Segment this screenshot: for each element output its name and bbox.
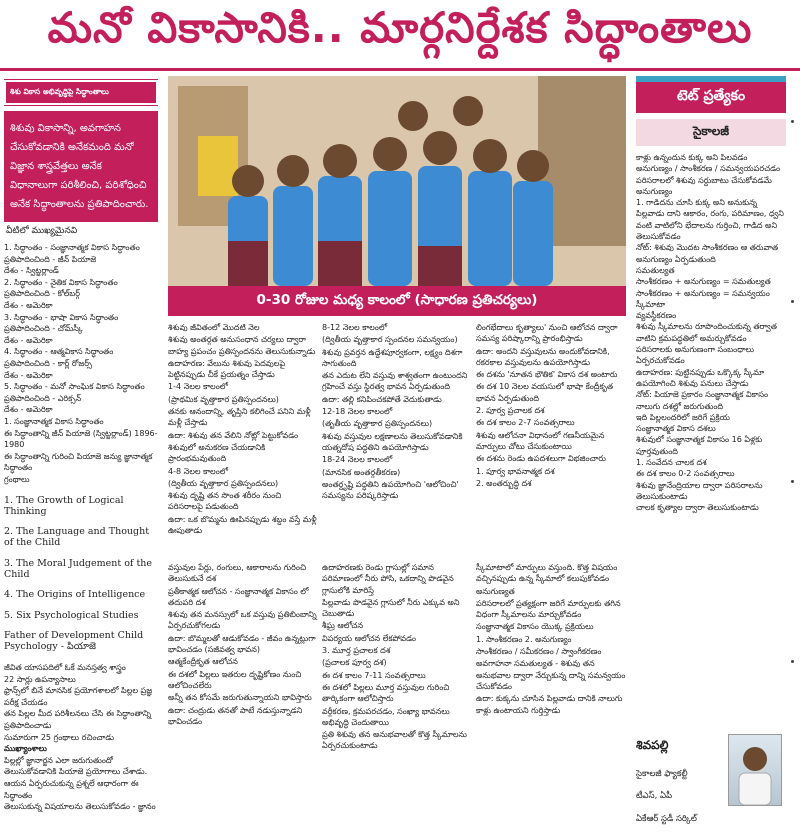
paragraph: (ప్రచాలక పూర్వ దశ): [322, 658, 387, 668]
paragraph: ఈ దశలో పిల్లలు ఇతరుల దృష్టికోణం నుంచి ఆలోచించలేరు: [168, 669, 302, 690]
paragraph: కాళ్లు ఉన్నందున కుక్క అని పిలవడం: [636, 153, 748, 162]
paragraph: 2. పూర్వ ప్రచాలక దశ: [476, 406, 545, 416]
paragraph: అంతర్దృష్టి పద్ధతిని ఉపయోగించి 'ఆలోచించి' సమస్యను పరిష్కరిస్తాడు: [322, 479, 459, 501]
theory-line: 3. సిద్ధాంతం - భాషా వికాస సిద్ధాంతం: [4, 312, 119, 322]
paragraph: శిశువు దృష్టి తన సొంత శరీరం నుంచి పరిసరాలపై పడుతుంది: [168, 491, 282, 512]
paragraph: అనుగుణ్యం / సాంశీకరణ / సమన్వయపరచడం: [636, 164, 781, 174]
subject-label: సైకాలజీ: [636, 119, 786, 146]
children-photo-illustration: [168, 76, 626, 316]
paragraph: శీఘ్ర ఆలోచన: [322, 621, 363, 631]
paragraph: ఉదా: శిశువు తన వేలిని నోట్లో పెట్టుకోవడం: [168, 430, 299, 440]
book-title: Father of Development Child Psychology - పియాజె: [4, 630, 144, 653]
note-line: 22 సార్లు ఉపన్యాసాలు: [4, 674, 76, 684]
text-column-2: [322, 322, 472, 562]
paragraph: ఉదా: చంద్రుడు తనతో పాటే నడుస్తున్నాడని భావించడం: [168, 705, 303, 726]
note-line: తన పిల్లల మీద పరిశీలనలు చేసి ఈ సిద్ధాంతాన్ని ప్రతిపాదించాడు: [4, 709, 152, 730]
paragraph: శిశువు ఆలోచనా విధానంలో గణనీయమైన మార్పులు చోటు చేసుకుంటాయి: [476, 430, 605, 451]
paragraph: ఉదా: ఒక బొమ్మను ఊపినప్పుడు శబ్దం వస్తే మళ్లీ ఊపుతాడు: [168, 514, 317, 536]
tet-special-banner: టెట్ ప్రత్యేకం: [636, 76, 786, 113]
theory-line: ఈ సిద్ధాంతాన్ని గురించి పియాజె జన్యు జ్ఞానాత్మక సిద్ధాంతం: [4, 451, 153, 473]
theory-list: [4, 242, 158, 485]
photo-caption: 0-30 రోజుల మధ్య కాలంలో (సాధారణ ప్రతిచర్యలు): [168, 286, 626, 316]
text-column-6: [476, 562, 626, 812]
paragraph: శిశువులో సంజ్ఞానాత్మక వికాసం 16 ఏళ్లకు పూర్తవుతుంది: [636, 435, 763, 456]
paragraph: నోట్: శిశువు మొదట సాంశీకరణం ఆ తరువాత అనుగుణ్యం ఏర్పడుతుంది: [636, 243, 779, 264]
paragraph: ఈ దశను 'నూతన భౌతిక' వికాస దశ అంటారు: [476, 370, 618, 380]
paragraph: ఉదాహరణ: పుట్టినప్పుడు ఒక్కొక్క స్కీమా ఉపయోగించి శిశువు పనులు చేస్తాడు: [636, 367, 765, 388]
paragraph: ఈ దశ కాలం 2-7 సంవత్సరాలు: [476, 418, 575, 428]
paragraph: శిశువు ప్రవర్తన ఉద్దేశపూర్వకంగా, లక్ష్యం దిశగా సాగుతుంది: [322, 347, 463, 368]
children-photo: [168, 76, 626, 316]
key-points-list: [4, 755, 158, 812]
paragraph: సంజ్ఞానాత్మక వికాసం యొక్క ప్రక్రియలు: [476, 622, 594, 632]
paragraph: శిశువు తన మనస్సులో ఒక వస్తువు ప్రతిబింబాన్ని ఏర్పరచుకోగలడు: [168, 610, 317, 631]
note-line: సుమారుగా 25 గ్రంథాలు రచించాడు: [4, 732, 115, 742]
paragraph: (ప్రాథమిక వృత్తాకార ప్రతిస్పందనలు): [168, 394, 279, 404]
paragraph: ఉదాహరణకు రెండు గ్లాసుల్లో సమాన పరిమాణంలో నీరు పోసి, ఒకదాన్ని పొడవైన గ్లాసులోకి మారిస్తే: [322, 563, 454, 595]
paragraph: సంజ్ఞానాత్మక వికాస దశలు: [636, 424, 716, 434]
notes-list: [4, 662, 158, 743]
paragraph: ప్రతీకాత్మక ఆలోచన - సంజ్ఞానాత్మక వికాసం లో తదుపరి దశ: [168, 586, 309, 607]
paragraph: శిశువు వస్తువుల లక్షణాలను తెలుసుకోవడానికి యత్నదోష పద్ధతిని ఉపయోగిస్తాడు: [322, 431, 463, 452]
intro-box: శిశువు వికాసాన్ని, అవగాహన చేసుకోవడానికి అనేకమంది మనో విజ్ఞాన శాస్త్రవేత్తలు అనేక విధానాలుగా పరిశీలించి, పరిశోధించి అనేక సిద్ధాంతాలను ప్రతిపాదించారు.: [4, 111, 158, 222]
paragraph: తన ఎదుట లేని వస్తువు శాశ్వతంగా ఉంటుందని గ్రహించే వస్తు స్థిరత్వ భావన ఏర్పడుతుంది: [322, 371, 468, 392]
paragraph: పరిసరాలలో ప్రత్యక్షంగా జరిగే మార్పులకు తగిన విధంగా స్కీమాలను మార్చుకోవడం: [476, 598, 621, 620]
paragraph: శిశువులో అనుకరణ చేయడానికి ప్రారంభమవుతుంది: [168, 442, 266, 464]
text-column-5: [322, 562, 472, 812]
theory-line: 1. సంజ్ఞానాత్మక వికాస సిద్ధాంతం: [4, 416, 104, 426]
book-title: 2. The Language and Thought of the Child: [4, 526, 150, 549]
paragraph: అన్నీ తన కోసమే జరుగుతున్నాయని భావిస్తారు: [168, 693, 312, 703]
paragraph: ఇది పిల్లలందరిలో జరిగే ప్రక్రియ: [636, 412, 730, 422]
paragraph: 8-12 నెలల కాలంలో: [322, 323, 388, 332]
paragraph: 2. అంతర్బుద్ధి దశ: [476, 478, 532, 488]
paragraph: ఈ దశలో పిల్లలు మూర్త వస్తువుల గురించి తార్కికంగా ఆలోచిస్తారు: [322, 682, 450, 704]
margin-bullet: [791, 480, 794, 483]
paragraph: ఈ దశ కాలం 7-11 సంవత్సరాలు: [322, 670, 426, 680]
paragraph: ఈ దశ కాలం 0-2 సంవత్సరాలు: [636, 469, 735, 479]
paragraph: వస్తువుల పేర్లు, రంగులు, ఆకారాలను గురించి తెలుసుకునే దశ: [168, 563, 307, 584]
paragraph: విపర్యయ ఆలోచన లేకపోవడం: [322, 633, 416, 643]
paragraph: పరిసరాలలో శిశువు సర్దుబాటు చేసుకోవడమే అనుగుణ్యం: [636, 175, 772, 196]
book-title: 1. The Growth of Logical Thinking: [4, 494, 124, 517]
paragraph: ఉదా: తల్లి కనిపించకపోతే వెదుకుతాడు: [322, 394, 442, 404]
theory-line: దేశం - స్విట్జర్లాండ్: [4, 266, 59, 276]
paragraph: (ద్వితీయ వృత్తాకార ప్రతిస్పందనలు): [168, 478, 279, 488]
theory-line: ప్రతిపాదించింది - కార్ల్ రోజర్స్: [4, 358, 93, 368]
author-detail: ఏకేఆర్ స్టడీ సర్కిల్: [636, 813, 697, 824]
paragraph: ప్రతి శిశువు తన అనుభవాలతో కొత్త స్కీమాలను ఏర్పరచుకుంటాడు: [322, 730, 467, 751]
book-title: 4. The Origins of Intelligence: [4, 589, 146, 601]
paragraph: ఈ దశ 10 నెలల వయసులో భాషా కేంద్రీకృత భావన ఏర్పడుతుంది: [476, 382, 614, 403]
paragraph: స్కీమాటా: [636, 299, 666, 309]
paragraph: 18-24 నెలల కాలంలో: [322, 455, 393, 465]
margin-bullet: [791, 300, 794, 303]
paragraph: చాలక కృత్యాల ద్వారా తెలుసుకుంటాడు: [636, 503, 759, 513]
paragraph: నోట్: పియాజె ప్రకారం సంజ్ఞానాత్మక వికాసం నాలుగు దశల్లో జరుగుతుంది: [636, 390, 769, 411]
theory-line: గ్రంథాలు: [4, 474, 30, 484]
margin-bullet: [791, 660, 794, 663]
paragraph: (మానసిక అంతర్గతీకరణ): [322, 467, 401, 477]
paragraph: 1. గాడిదను చూసి కుక్క అని అనుకున్న పిల్లవాడు దాని ఆకారం, రంగు, పరిమాణం, ధ్వని వంటి వాటిలోని భేదాలను గుర్తించి, గాడిద అని తెలుసుకోవడం: [636, 198, 784, 242]
text-column-4: [168, 562, 318, 812]
book-title: 5. Six Psychological Studies: [4, 609, 139, 621]
paragraph: ఈ దశను రెండు ఉపదశలుగా విభజించారు: [476, 454, 606, 464]
right-text: [636, 152, 786, 712]
paragraph: శిశువు అంతర్గత అనుసంధాన చర్యలు ద్వారా బాహ్య ప్రపంచం ప్రతిస్పందనను తెలుసుకున్నాడు: [168, 335, 316, 356]
paragraph: సమతుల్యత: [636, 265, 675, 275]
paragraph: శిశువు స్కీమాలను రూపొందించుకున్న తర్వాత వాటిని క్రమపద్ధతిలో అమర్చుకోవడం: [636, 322, 777, 343]
theory-line: 4. సిద్ధాంతం - ఆత్మవికాస సిద్ధాంతం: [4, 347, 114, 357]
author-name: శివపల్లి: [636, 738, 669, 752]
theory-line: ప్రతిపాదించింది - చోమ్‌స్కీ: [4, 324, 83, 334]
author-detail: టీఎస్, ఏపీ: [636, 791, 673, 801]
paragraph: 12-18 నెలల కాలంలో: [322, 407, 393, 417]
author-box: [636, 730, 786, 824]
paragraph: అనుగుణ్యత: [476, 586, 515, 596]
note-line: జీవిత యాసపదిలో ఓకే మనస్తత్వ శాస్త్రం: [4, 662, 126, 672]
paragraph: వర్గీకరణ, క్రమపరచడం, సంఖ్యా భావనలు అభివృద్ధి చెందుతాయి: [322, 706, 450, 727]
theory-line: 2. సిద్ధాంతం - నైతిక వికాస సిద్ధాంతం: [4, 277, 118, 287]
paragraph: స్కీమాటాలో మార్పులు వస్తుంది. కొత్త విషయం వచ్చినప్పుడు ఉన్న స్కీమాలో కలుపుకోవడం: [476, 563, 618, 584]
paragraph: తనకు ఆనందాన్ని, తృప్తిని కలిగించే పనిని మళ్లీ మళ్లీ చేస్తాడు: [168, 407, 311, 428]
key-point: తెలుసుకున్న విషయాలను తెలుసుకోవడం - జ్ఞానం: [4, 802, 156, 812]
paragraph: సాంశీకరణం + అనుగుణ్యం = సమతుల్యత: [636, 277, 771, 287]
paragraph: సాంశీకరణం + అనుగుణ్యం = సమన్వయం: [636, 288, 770, 298]
theory-line: 5. సిద్ధాంతం - మనో సాంఘిక వికాస సిద్ధాంతం: [4, 382, 145, 392]
paragraph: ఉదాహరణ: వేలును శిశువు పెదవులపై పెట్టినప్పుడు చీకే ప్రయత్నం చేస్తాడు: [168, 358, 286, 380]
theory-line: దేశం - అమెరికా: [4, 335, 53, 345]
paragraph: ఉదా: అందని వస్తువులను అందుకోవడానికి, రకరకాల వస్తువులను ఉపయోగిస్తాడు: [476, 346, 610, 367]
paragraph: (ద్వితీయ వృత్తాకార స్పందనల సమన్వయం): [322, 335, 458, 345]
paragraph: శిశువు జీవితంలో మొదటి నెల: [168, 323, 260, 332]
key-point: పిల్లల్లో జ్ఞానార్జన ఎలా జరుగుతుందో తెలుసుకోవడానికి పియాజె ప్రయోగాలు చేశాడు. ఆయన ఏర్పరుచుకున్న ప్రశ్నలే ఆధారంగా ఈ సిద్ధాంతం: [4, 755, 148, 800]
paragraph: పిల్లవాడు పొడవైన గ్లాసులో నీరు ఎక్కువ అని చెబుతాడు: [322, 597, 460, 619]
paragraph: పరిసరాలకు అనుగుణంగా సంబంధాలు ఏర్పరచుకోవడం: [636, 345, 754, 366]
paragraph: ఉదా: కుక్కను చూసిన పిల్లవాడు దానికి నాలుగు కాళ్లు ఉంటాయని గుర్తిస్తాడు: [476, 694, 623, 715]
paragraph: సాంశీకరణం / సమీకరణం / స్వాంగీకరణం: [476, 647, 602, 657]
author-detail: సైకాలజీ ఫ్యాకల్టీ: [636, 768, 688, 779]
paragraph: 3. మూర్త ప్రచాలక దశ: [322, 646, 391, 656]
title-divider: [0, 68, 800, 71]
paragraph: శిశువు జ్ఞానేంద్రియాల ద్వారా పరిసరాలను తెలుసుకుంటాడు: [636, 480, 763, 501]
book-list: [4, 495, 158, 653]
paragraph: వ్యవస్థీకరణం: [636, 311, 677, 321]
author-photo: [728, 734, 782, 806]
key-points-heading: ముఖ్యాంశాలు: [4, 744, 47, 754]
paragraph: 1. సంవేదన చాలక దశ: [636, 458, 707, 468]
text-column-3: [476, 322, 626, 562]
theory-line: దేశం - అమెరికా: [4, 370, 53, 380]
paragraph: లింగభేదాలు కృత్యాలు' నుంచి ఆలోచన ద్వారా సమస్య పరిష్కారాన్ని ప్రారంభిస్తాడు: [476, 323, 618, 344]
paragraph: 4-8 నెలల కాలంలో: [168, 466, 229, 476]
theory-line: దేశం - అమెరికా: [4, 405, 53, 415]
margin-bullet: [791, 120, 794, 123]
paragraph: ఆత్మకేంద్రీకృత ఆలోచన: [168, 657, 238, 667]
page-title: మనో వికాసానికి.. మార్గనిర్దేశక సిద్ధాంతాలు: [47, 3, 753, 52]
paragraph: ఉదా: బొమ్మలతో ఆడుకోవడం - జీవం ఉన్నట్లుగా భావించడం (సజీవత్వ భావన): [168, 633, 316, 655]
theory-line: ప్రతిపాదించింది - ఎరిక్సన్: [4, 393, 82, 403]
author-details: [636, 758, 697, 834]
intro-tail: వీటిలో ముఖ్యమైనవి: [6, 226, 78, 236]
theory-line: ప్రతిపాదించింది - జీన్ పియాజె: [4, 254, 97, 264]
book-title: 3. The Moral Judgement of the Child: [4, 557, 153, 580]
section-label: శిశు వికాస అభివృద్ధిపై సిద్ధాంతాలు: [4, 80, 158, 105]
theory-line: ప్రతిపాదించింది - కోల్‌బర్గ్: [4, 289, 81, 299]
paragraph: 1. సాంశీకరణం 2. అనుగుణ్యం: [476, 634, 572, 644]
paragraph: (తృతీయ వృత్తాకార ప్రతిస్పందనలు): [322, 419, 433, 429]
theory-line: దేశం - అమెరికా: [4, 300, 53, 310]
note-line: ఫ్రాన్స్‌లో బినే మానసిక ప్రయోగశాలలో పిల్లల ప్రజ్ఞ పరీక్ష చేయడం: [4, 686, 153, 707]
theory-line: 1. సిద్ధాంతం - సంజ్ఞానాత్మక వికాస సిద్ధాంతం: [4, 243, 140, 252]
paragraph: అవగాహనా సమతుల్యత - శిశువు తన అనుభవాల ద్వారా నేర్చుకున్న దాన్ని సమన్వయం చేసుకోవడం: [476, 659, 626, 691]
paragraph: 1-4 నెలల కాలంలో: [168, 382, 229, 392]
paragraph: 1. పూర్వ భావనాత్మక దశ: [476, 466, 555, 476]
theory-line: ఈ సిద్ధాంతాన్ని జీన్ పియాజె (స్విట్జర్లాండ్) 1896-1980: [4, 428, 158, 450]
text-column-1: [168, 322, 318, 562]
left-column: [4, 76, 158, 812]
right-column: [636, 76, 786, 812]
